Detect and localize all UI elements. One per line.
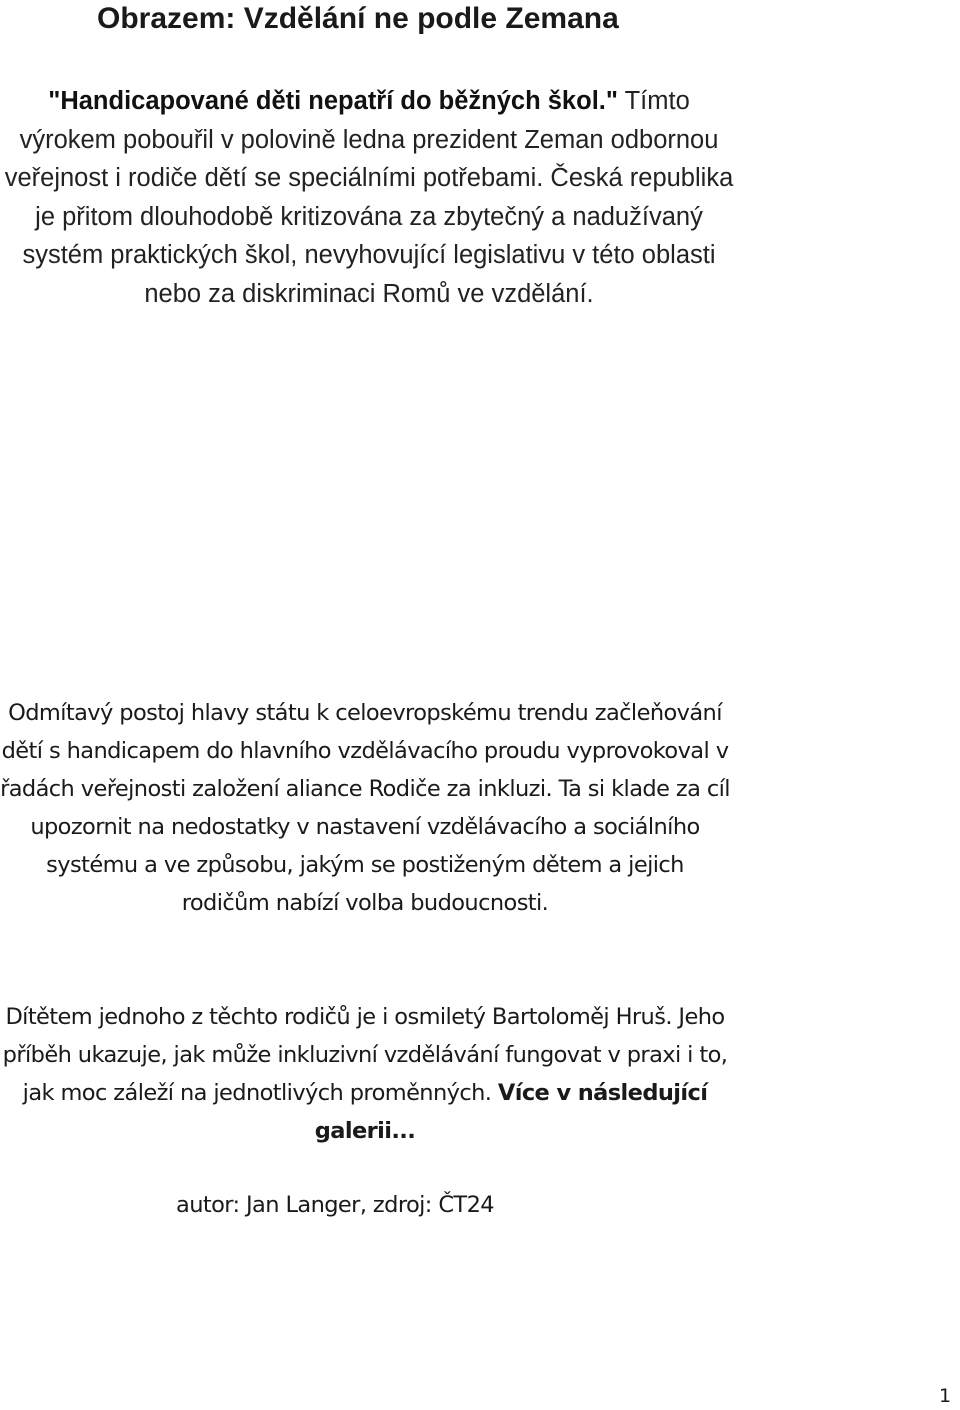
document-title: Obrazem: Vzdělání ne podle Zemana — [97, 2, 619, 35]
page-number: 1 — [939, 1385, 952, 1407]
gallery-link[interactable]: Více v následující galerii... — [314, 1080, 708, 1144]
intro-quote: "Handicapované děti nepatří do běžných škol." — [48, 87, 618, 115]
intro-paragraph — [2, 82, 736, 313]
intro-text: Tímto výrokem pobouřil v polovině ledna prezident Zeman odbornou veřejnost i rodiče dětí se speciálními potřebami. Česká republika je přitom dlouhodobě kritizována za zbytečný a nadužívaný systém praktických škol, nevyhovující legislativu v této oblasti nebo za diskriminaci Romů ve vzdělání. — [4, 87, 734, 308]
paragraph-bartolomej-text: Dítětem jednoho z těchto rodičů je i osmiletý Bartoloměj Hruš. Jeho příběh ukazuje, jak může inkluzivní vzdělávání fungovat v praxi i to, jak moc záleží na jednotlivých proměnných. — [2, 1004, 728, 1106]
author-credit: autor: Jan Langer, zdroj: ČT24 — [176, 1192, 495, 1218]
paragraph-alliance: Odmítavý postoj hlavy státu k celoevropskému trendu začleňování dětí s handicapem do hlavního vzdělávacího proudu vyprovokoval v řadách veřejnosti založení aliance Rodiče za inkluzi. Ta si klade za cíl upozornit na nedostatky v nastavení vzdělávacího a sociálního systému a ve způsobu, jakým se postiženým dětem a jejich rodičům nabízí volba budoucnosti. — [0, 700, 730, 916]
paragraph-bartolomej — [0, 998, 730, 1150]
